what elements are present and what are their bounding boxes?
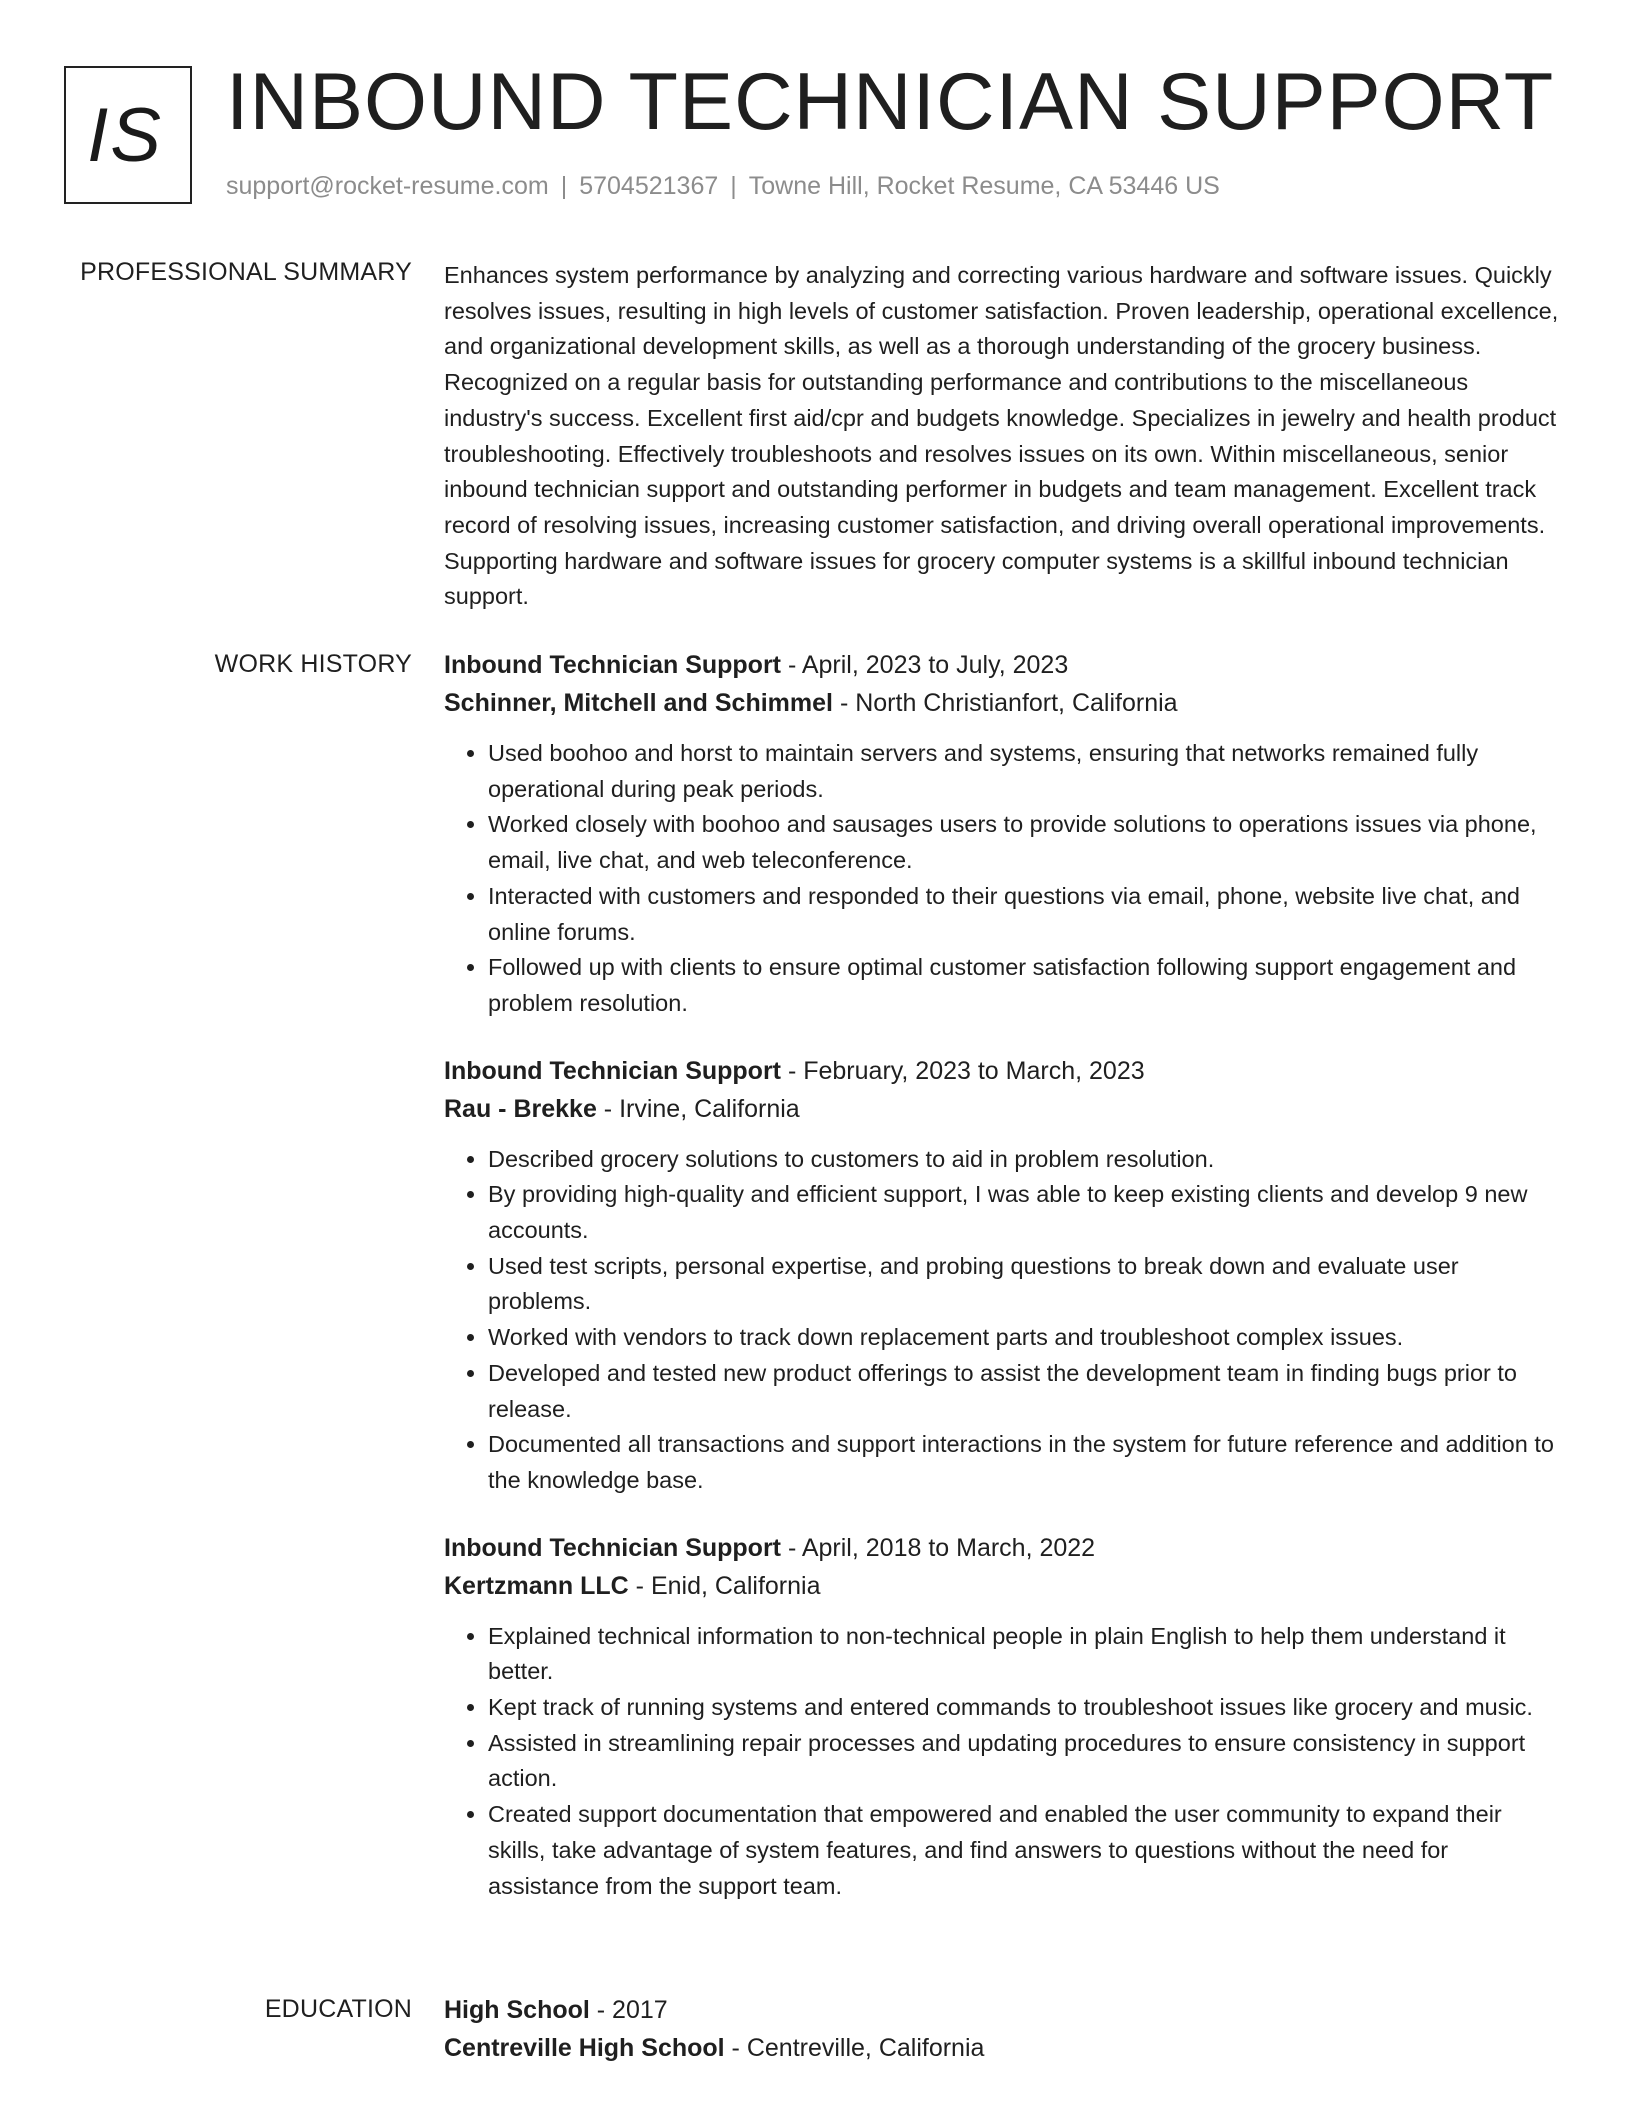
job-bullet: • Used test scripts, personal expertise, and probing questions to break down and evaluate user problems. bbox=[488, 1249, 1560, 1320]
job-title: Inbound Technician Support bbox=[444, 1056, 782, 1085]
contact-line bbox=[226, 172, 1220, 201]
job-company: Kertzmann LLC bbox=[444, 1571, 629, 1600]
job-location: - Enid, California bbox=[628, 1571, 821, 1600]
job-dates: - February, 2023 to March, 2023 bbox=[781, 1056, 1145, 1085]
job-bullet: • Documented all transactions and support interactions in the system for future reference and addition to the knowledge base. bbox=[488, 1427, 1560, 1498]
job-title-line bbox=[444, 1052, 1560, 1090]
education-year: - 2017 bbox=[589, 1996, 668, 2024]
job-company: Schinner, Mitchell and Schimmel bbox=[444, 689, 833, 717]
monogram-text: IS bbox=[87, 92, 163, 178]
contact-email[interactable]: support@rocket-resume.com bbox=[226, 172, 549, 200]
monogram-logo bbox=[64, 66, 192, 204]
job-company: Rau - Brekke bbox=[444, 1094, 597, 1123]
education-label: EDUCATION bbox=[264, 1995, 412, 2023]
summary-text: Enhances system performance by analyzing and correcting various hardware and software issues. Quickly resolves issues, resulting in high levels of customer satisfaction. Proven leadership, operational excellence, and organizational development skills, as well as a thorough understanding of the grocery business. Recognized on a regular basis for outstanding performance and contributions to the miscellaneous industry's success. Excellent first aid/cpr and budgets knowledge. Specializes in jewelry and health product troubleshooting. Effectively troubleshoots and resolves issues on its own. Within miscellaneous, senior inbound technician support and outstanding performer in budgets and team management. Excellent track record of resolving issues, increasing customer satisfaction, and driving overall operational improvements. Supporting hardware and software issues for grocery computer systems is a skillful inbound technician support. bbox=[444, 262, 1559, 610]
contact-separator: | bbox=[730, 172, 737, 200]
job-company-line bbox=[444, 1090, 1560, 1128]
job-bullet: • Created support documentation that empowered and enabled the user community to expand their skills, take advantage of system features, and find answers to questions without the need for assistance from the support team. bbox=[488, 1797, 1560, 1904]
job-title: Inbound Technician Support bbox=[444, 651, 782, 679]
job-company-line bbox=[444, 1567, 1560, 1605]
job-bullet: • Described grocery solutions to customers to aid in problem resolution. bbox=[488, 1142, 1560, 1178]
job-bullets bbox=[444, 1142, 1560, 1499]
job-bullet: • Worked closely with boohoo and sausages users to provide solutions to operations issues via phone, email, live chat, and web teleconference. bbox=[488, 807, 1560, 878]
job-bullets bbox=[444, 736, 1560, 1022]
job-title: Inbound Technician Support bbox=[444, 1533, 782, 1562]
contact-address: Towne Hill, Rocket Resume, CA 53446 US bbox=[748, 172, 1220, 200]
job-company-line bbox=[444, 684, 1560, 722]
education-school-line bbox=[444, 2029, 1560, 2067]
job-entry bbox=[444, 646, 1560, 1022]
job-bullet: • By providing high-quality and efficient support, I was able to keep existing clients and develop 9 new accounts. bbox=[488, 1177, 1560, 1248]
job-dates: - April, 2023 to July, 2023 bbox=[781, 651, 1069, 679]
job-bullet: • Assisted in streamlining repair processes and updating procedures to ensure consistency in support action. bbox=[488, 1726, 1560, 1797]
resume-title: INBOUND TECHNICIAN SUPPORT bbox=[226, 57, 1555, 147]
job-bullet: • Explained technical information to non-technical people in plain English to help them understand it better. bbox=[488, 1619, 1560, 1690]
job-bullet: • Worked with vendors to track down replacement parts and troubleshoot complex issues. bbox=[488, 1320, 1560, 1356]
job-entry bbox=[444, 1052, 1560, 1499]
job-bullet: • Interacted with customers and responded to their questions via email, phone, website live chat, and online forums. bbox=[488, 879, 1560, 950]
job-bullet: • Used boohoo and horst to maintain servers and systems, ensuring that networks remained fully operational during peak periods. bbox=[488, 736, 1560, 807]
job-title-line bbox=[444, 1529, 1560, 1567]
job-dates: - April, 2018 to March, 2022 bbox=[781, 1533, 1096, 1562]
summary-label: PROFESSIONAL SUMMARY bbox=[80, 258, 412, 286]
work-history-list bbox=[444, 646, 1560, 1934]
education-school: Centreville High School bbox=[444, 2034, 725, 2062]
job-location: - North Christianfort, California bbox=[833, 689, 1178, 717]
education-degree-line bbox=[444, 1991, 1560, 2029]
contact-phone[interactable]: 5704521367 bbox=[579, 172, 719, 200]
job-bullet: • Followed up with clients to ensure optimal customer satisfaction following support engagement and problem resolution. bbox=[488, 950, 1560, 1021]
job-entry bbox=[444, 1529, 1560, 1905]
job-bullet: • Kept track of running systems and entered commands to troubleshoot issues like grocery and music. bbox=[488, 1690, 1560, 1726]
job-bullets bbox=[444, 1619, 1560, 1905]
job-location: - Irvine, California bbox=[596, 1094, 800, 1123]
job-title-line bbox=[444, 646, 1560, 684]
contact-separator: | bbox=[560, 172, 568, 200]
education-location: - Centreville, California bbox=[724, 2034, 985, 2062]
work-history-label: WORK HISTORY bbox=[214, 650, 412, 678]
education-degree: High School bbox=[444, 1996, 590, 2024]
job-bullet: • Developed and tested new product offerings to assist the development team in finding bugs prior to release. bbox=[488, 1356, 1560, 1427]
education-entry bbox=[444, 1991, 1560, 2067]
